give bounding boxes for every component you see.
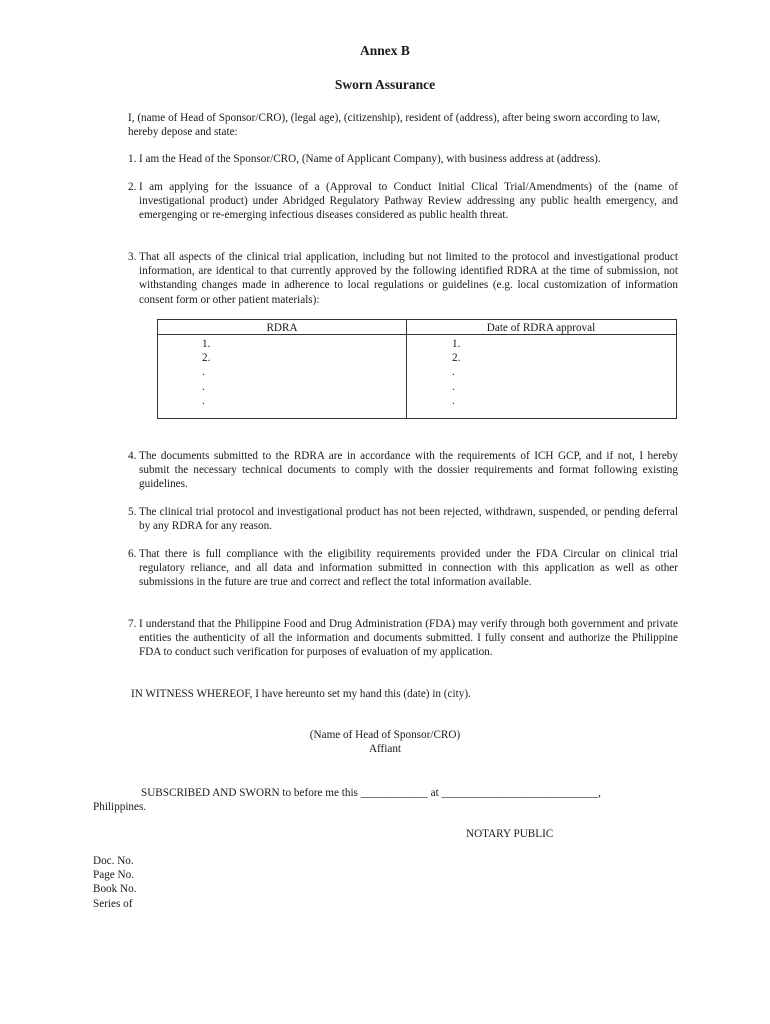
page-no-label: Page No. — [93, 869, 135, 882]
clause-6 — [128, 547, 678, 590]
table-cell: . — [452, 366, 455, 379]
clause-number: 1. — [128, 153, 137, 165]
table-cell: . — [452, 380, 455, 393]
book-no-label: Book No. — [93, 883, 137, 896]
affiant-name: (Name of Head of Sponsor/CRO) — [309, 729, 461, 741]
table-cell: . — [202, 394, 205, 407]
clause-text: I understand that the Philippine Food and Drug Administration (FDA) may verify through both government and private entities the authenticity of all the information and documents submitted. I fully consent and authorize the Philippine FDA to conduct such verification for purposes of evaluation of my application. — [139, 618, 678, 659]
clause-2 — [128, 180, 678, 223]
table-cell: 2. — [202, 352, 211, 365]
subscribed-sworn-line: SUBSCRIBED AND SWORN to before me this ____________ at ____________________________, — [141, 787, 601, 799]
clause-7 — [128, 617, 678, 660]
approval-date-column-entries — [452, 337, 460, 408]
doc-no-label: Doc. No. — [93, 855, 134, 867]
philippines-line: Philippines. — [93, 801, 147, 813]
clause-1 — [128, 152, 678, 166]
table-cell: . — [202, 366, 205, 379]
intro-paragraph: I, (name of Head of Sponsor/CRO), (legal age), (citizenship), resident of (address), after being sworn according to law, hereby depose and state: — [128, 112, 661, 139]
clause-text: I am applying for the issuance of a (Approval to Conduct Initial Clical Trial/Amendments) of the (name of investigational product) under Abridged Regulatory Pathway Review addressing any public health emergency, and emergenging or re-emerging infectious diseases considered as public health threat. — [139, 181, 678, 222]
witness-statement: IN WITNESS WHEREOF, I have hereunto set my hand this (date) in (city). — [131, 688, 471, 700]
table-cell: 1. — [452, 338, 461, 350]
clause-number: 5. — [128, 506, 137, 518]
clause-number: 3. — [128, 251, 137, 263]
clause-number: 2. — [128, 181, 137, 193]
document-title: Sworn Assurance — [334, 77, 436, 92]
table-cell: 1. — [202, 338, 211, 350]
clause-text: That all aspects of the clinical trial application, including but not limited to the protocol and investigational product information, are identical to that currently approved by the following identified RDRA at the time of submission, not withstanding changes made in adherence to local regulations or guidelines (e.g. local customization of information consent form or other patient materials): — [139, 251, 678, 306]
clause-number: 4. — [128, 450, 137, 462]
clause-4 — [128, 449, 678, 492]
clause-number: 6. — [128, 548, 137, 560]
series-of-label: Series of — [93, 897, 133, 910]
table-cell: . — [452, 394, 455, 407]
notary-public-label: NOTARY PUBLIC — [466, 828, 554, 840]
clause-3 — [128, 250, 678, 307]
clause-text: That there is full compliance with the eligibility requirements provided under the FDA Circular on clinical trial regulatory reliance, and all data and information submitted in connection with this application as well as other submissions in the future are true and correct and reflect the total information available. — [139, 548, 678, 589]
rdra-table — [157, 319, 677, 419]
clause-5 — [128, 505, 678, 533]
clause-text: The documents submitted to the RDRA are in accordance with the requirements of ICH GCP, and if not, I hereby submit the necessary technical documents to comply with the dossier requirements and format following existing guidelines. — [139, 450, 678, 491]
approval-date-column-header: Date of RDRA approval — [486, 322, 596, 334]
clause-number: 7. — [128, 618, 137, 630]
clause-text: The clinical trial protocol and investigational product has not been rejected, withdrawn, suspended, or pending deferral by any RDRA for any reason. — [139, 506, 678, 533]
annex-label: Annex B — [360, 43, 410, 58]
clause-text: I am the Head of the Sponsor/CRO, (Name of Applicant Company), with business address at (address). — [139, 153, 601, 165]
rdra-column-entries — [202, 337, 210, 408]
table-cell: . — [202, 380, 205, 393]
table-cell: 2. — [452, 352, 461, 365]
affiant-signature-block — [0, 728, 770, 756]
affiant-label: Affiant — [368, 743, 402, 756]
notarial-register-info — [93, 854, 137, 911]
rdra-column-header: RDRA — [266, 322, 298, 334]
